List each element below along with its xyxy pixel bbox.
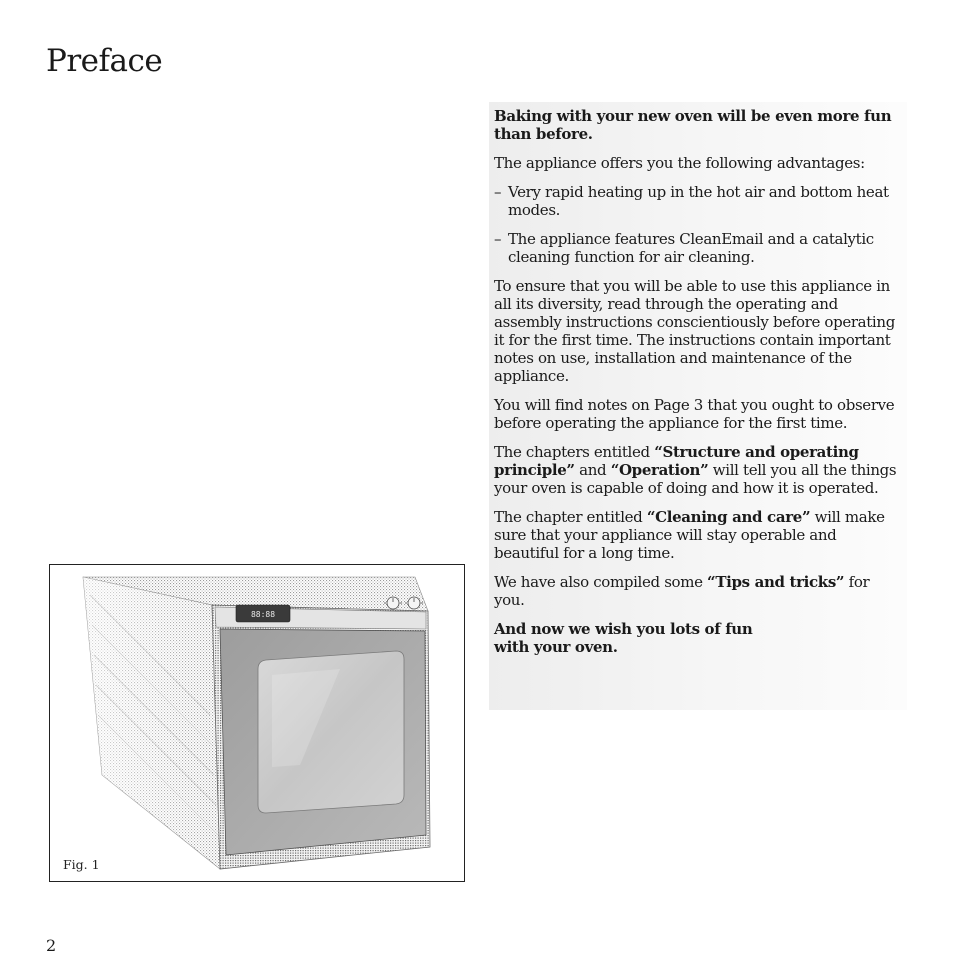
advantage-item <box>494 230 903 266</box>
oven-display-digits: 88:88 <box>250 610 276 619</box>
intro-heading: Baking with your new oven will be even more fun than before. <box>494 107 892 143</box>
page-number: 2 <box>46 936 57 955</box>
preface-text-panel <box>489 102 907 710</box>
figure-caption: Fig. 1 <box>63 857 100 872</box>
page-title: Preface <box>46 43 163 79</box>
figure-oven <box>49 564 465 882</box>
closing-wish: And now we wish you lots of fun with your oven. <box>494 620 753 656</box>
advantages-lead: The appliance offers you the following advantages: <box>494 154 865 172</box>
oven-illustration <box>50 565 464 881</box>
instructions-note: To ensure that you will be able to use this appliance in all its diversity, read through the operating and assembly instructions conscientiously before operating it for the first time. The instructions contain important notes on use, installation and maintenance of the appliance. <box>494 277 895 385</box>
dash-bullet: – <box>494 230 502 248</box>
page3-note: You will find notes on Page 3 that you ought to observe before operating the appliance for the first time. <box>494 396 895 432</box>
chapter-cleaning-care: The chapter entitled “Cleaning and care” will make sure that your appliance will stay operable and beautiful for a long time. <box>494 508 885 562</box>
chapter-tips-tricks: We have also compiled some “Tips and tricks” for you. <box>494 573 870 609</box>
chapters-structure-operation: The chapters entitled “Structure and operating principle” and “Operation” will tell you all the things your oven is capable of doing and how it is operated. <box>494 443 897 497</box>
advantage-item <box>494 183 903 219</box>
advantage-text: The appliance features CleanEmail and a catalytic cleaning function for air cleaning. <box>508 230 874 266</box>
dash-bullet: – <box>494 183 502 201</box>
advantage-text: Very rapid heating up in the hot air and bottom heat modes. <box>508 183 889 219</box>
